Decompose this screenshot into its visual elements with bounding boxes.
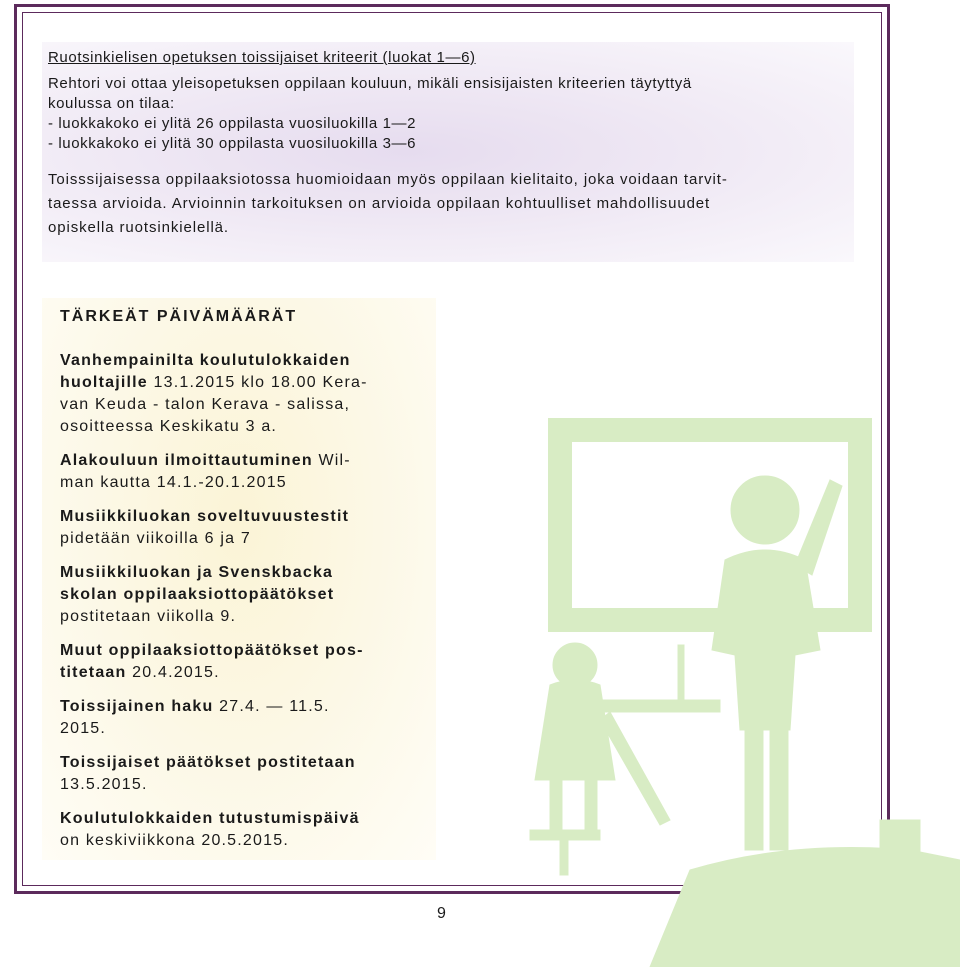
important-dates-box	[42, 298, 436, 860]
criteria-line: - luokkakoko ei ylitä 26 oppilasta vuosiluokilla 1—2	[48, 115, 417, 132]
dates-entry: Alakouluun ilmoittautuminen Wil- man kautta 14.1.-20.1.2015	[60, 452, 351, 491]
dates-entry: Vanhempainilta koulutulokkaiden huoltajille 13.1.2015 klo 18.00 Kera- van Keuda - talon Kerava - salissa, osoitteessa Keskikatu 3 a.	[60, 352, 368, 435]
criteria-line: - luokkakoko ei ylitä 30 oppilasta vuosiluokilla 3—6	[48, 135, 417, 152]
criteria-box	[42, 42, 854, 262]
criteria-paragraph-line: opiskella ruotsinkielellä.	[48, 219, 229, 236]
dates-title: TÄRKEÄT PÄIVÄMÄÄRÄT	[60, 308, 298, 325]
dates-entry: Musiikkiluokan ja Svenskbacka skolan oppilaaksiottopäätökset postitetaan viikolla 9.	[60, 564, 335, 625]
dates-entry: Muut oppilaaksiottopäätökset pos- titetaan 20.4.2015.	[60, 642, 364, 681]
criteria-line: Rehtori voi ottaa yleisopetuksen oppilaan kouluun, mikäli ensisijaisten kriteerien täytyttyä	[48, 75, 692, 92]
criteria-line: koulussa on tilaa:	[48, 95, 175, 112]
criteria-paragraph-line: Toisssijaisessa oppilaaksiotossa huomioidaan myös oppilaan kielitaito, joka voidaan tarvit-	[48, 171, 728, 188]
dates-entry: Toissijainen haku 27.4. — 11.5. 2015.	[60, 698, 330, 737]
dates-entry: Toissijaiset päätökset postitetaan 13.5.2015.	[60, 754, 356, 793]
criteria-paragraph-line: taessa arvioida. Arvioinnin tarkoituksen on arvioida oppilaan kohtuulliset mahdollisuudet	[48, 195, 711, 212]
criteria-title: Ruotsinkielisen opetuksen toissijaiset kriteerit (luokat 1—6)	[48, 49, 476, 66]
page-number: 9	[437, 905, 446, 922]
classroom-illustration	[490, 400, 960, 967]
dates-entry: Musiikkiluokan soveltuvuustestit pidetään viikoilla 6 ja 7	[60, 508, 350, 547]
dates-entry: Koulutulokkaiden tutustumispäivä on keskiviikkona 20.5.2015.	[60, 810, 360, 849]
